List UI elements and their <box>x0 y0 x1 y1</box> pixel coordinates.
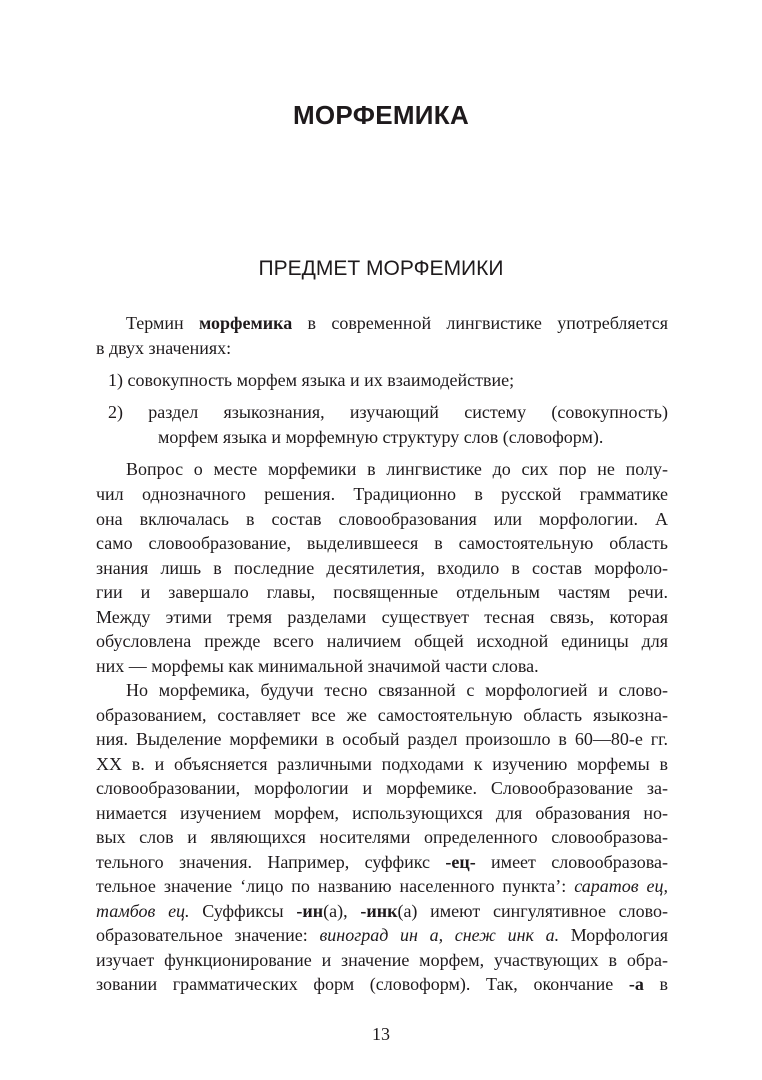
italic-example: виноград ин а, снеж инк а. <box>319 925 560 945</box>
bold-term: -ин <box>296 901 324 921</box>
bold-term: морфемика <box>199 313 293 333</box>
text-segment: нимается изучением морфем, использующихся для образования но- <box>96 803 668 823</box>
text-segment: Но морфемика, будучи тесно связанной с морфологией и слово- <box>126 680 668 700</box>
text-line <box>126 458 668 480</box>
chapter-title: МОРФЕМИКА <box>292 100 470 130</box>
text-line <box>96 826 668 848</box>
text-segment: Морфология <box>559 925 668 945</box>
text-line <box>96 875 668 897</box>
text-line <box>96 973 668 995</box>
text-line <box>96 655 668 677</box>
text-line <box>96 557 668 579</box>
bold-term: -инк <box>360 901 398 921</box>
text-line <box>96 924 668 946</box>
text-line <box>96 777 668 799</box>
bold-term: -ец- <box>445 852 476 872</box>
text-segment: морфем языка и морфемную структуру слов (словоформ). <box>158 427 604 447</box>
text-line <box>158 426 668 448</box>
italic-example: тамбов ец. <box>96 901 190 921</box>
text-segment: Термин <box>126 313 199 333</box>
text-line <box>96 851 668 873</box>
italic-example: саратов ец, <box>574 876 669 896</box>
text-segment: XX в. и объясняется различными подходами к изучению морфемы в <box>96 754 668 774</box>
text-line <box>108 401 668 423</box>
section-title: ПРЕДМЕТ МОРФЕМИКИ <box>258 257 504 280</box>
text-segment: тельное значение ‘лицо по названию населенного пункта’: <box>96 876 575 896</box>
text-line <box>96 581 668 603</box>
text-segment: Вопрос о месте морфемики в лингвистике до сих пор не полу- <box>126 459 668 479</box>
text-segment: она включалась в состав словообразования или морфологии. А <box>96 509 668 529</box>
text-segment: само словообразование, выделившееся в самостоятельную область <box>96 533 668 553</box>
text-line <box>96 606 668 628</box>
text-line <box>96 949 668 971</box>
text-line <box>96 337 668 359</box>
text-line <box>96 704 668 726</box>
text-segment: (а) имеют сингулятивное слово- <box>397 901 669 921</box>
text-segment: 1) совокупность морфем языка и их взаимодействие; <box>108 370 515 390</box>
text-line <box>96 728 668 750</box>
text-line <box>96 483 668 505</box>
text-segment: 2) раздел языкознания, изучающий систему (совокупность) <box>108 402 668 422</box>
text-line <box>96 753 668 775</box>
text-segment: в <box>643 974 668 994</box>
text-line <box>96 802 668 824</box>
text-segment: образованием, составляет все же самостоятельную область языкозна- <box>96 705 668 725</box>
bold-term: -а <box>628 974 644 994</box>
text-line <box>126 679 668 701</box>
text-line <box>96 630 668 652</box>
text-segment: изучает функционирование и значение морфем, участвующих в обра- <box>96 950 668 970</box>
text-segment: Суффиксы <box>189 901 297 921</box>
text-segment: Между этими тремя разделами существует тесная связь, которая <box>96 607 668 627</box>
text-segment: них — морфемы как минимальной значимой части слова. <box>96 656 539 676</box>
text-line <box>96 532 668 554</box>
text-segment: в современной лингвистике употребляется <box>292 313 669 333</box>
text-line <box>96 508 668 530</box>
text-line <box>108 369 668 391</box>
text-segment: гии и завершало главы, посвященные отдельным частям речи. <box>96 582 668 602</box>
text-segment: тельного значения. Например, суффикс <box>96 852 446 872</box>
text-segment: зовании грамматических форм (словоформ). Так, окончание <box>96 974 629 994</box>
text-line <box>126 312 668 334</box>
text-segment: имеет словообразова- <box>475 852 668 872</box>
text-segment: чил однозначного решения. Традиционно в русской грамматике <box>96 484 668 504</box>
text-segment: в двух значениях: <box>96 338 232 358</box>
text-segment: словообразовании, морфологии и морфемике. Словообразование за- <box>96 778 668 798</box>
text-segment: вых слов и являющихся носителями определенного словообразова- <box>96 827 668 847</box>
text-line <box>96 900 668 922</box>
text-segment: знания лишь в последние десятилетия, входило в состав морфоло- <box>96 558 668 578</box>
page-number: 13 <box>372 1024 390 1044</box>
text-segment: ния. Выделение морфемики в особый раздел произошло в 60—80-е гг. <box>96 729 668 749</box>
text-segment: образовательное значение: <box>96 925 320 945</box>
text-segment: (а), <box>323 901 361 921</box>
text-segment: обусловлена прежде всего наличием общей исходной единицы для <box>96 631 668 651</box>
